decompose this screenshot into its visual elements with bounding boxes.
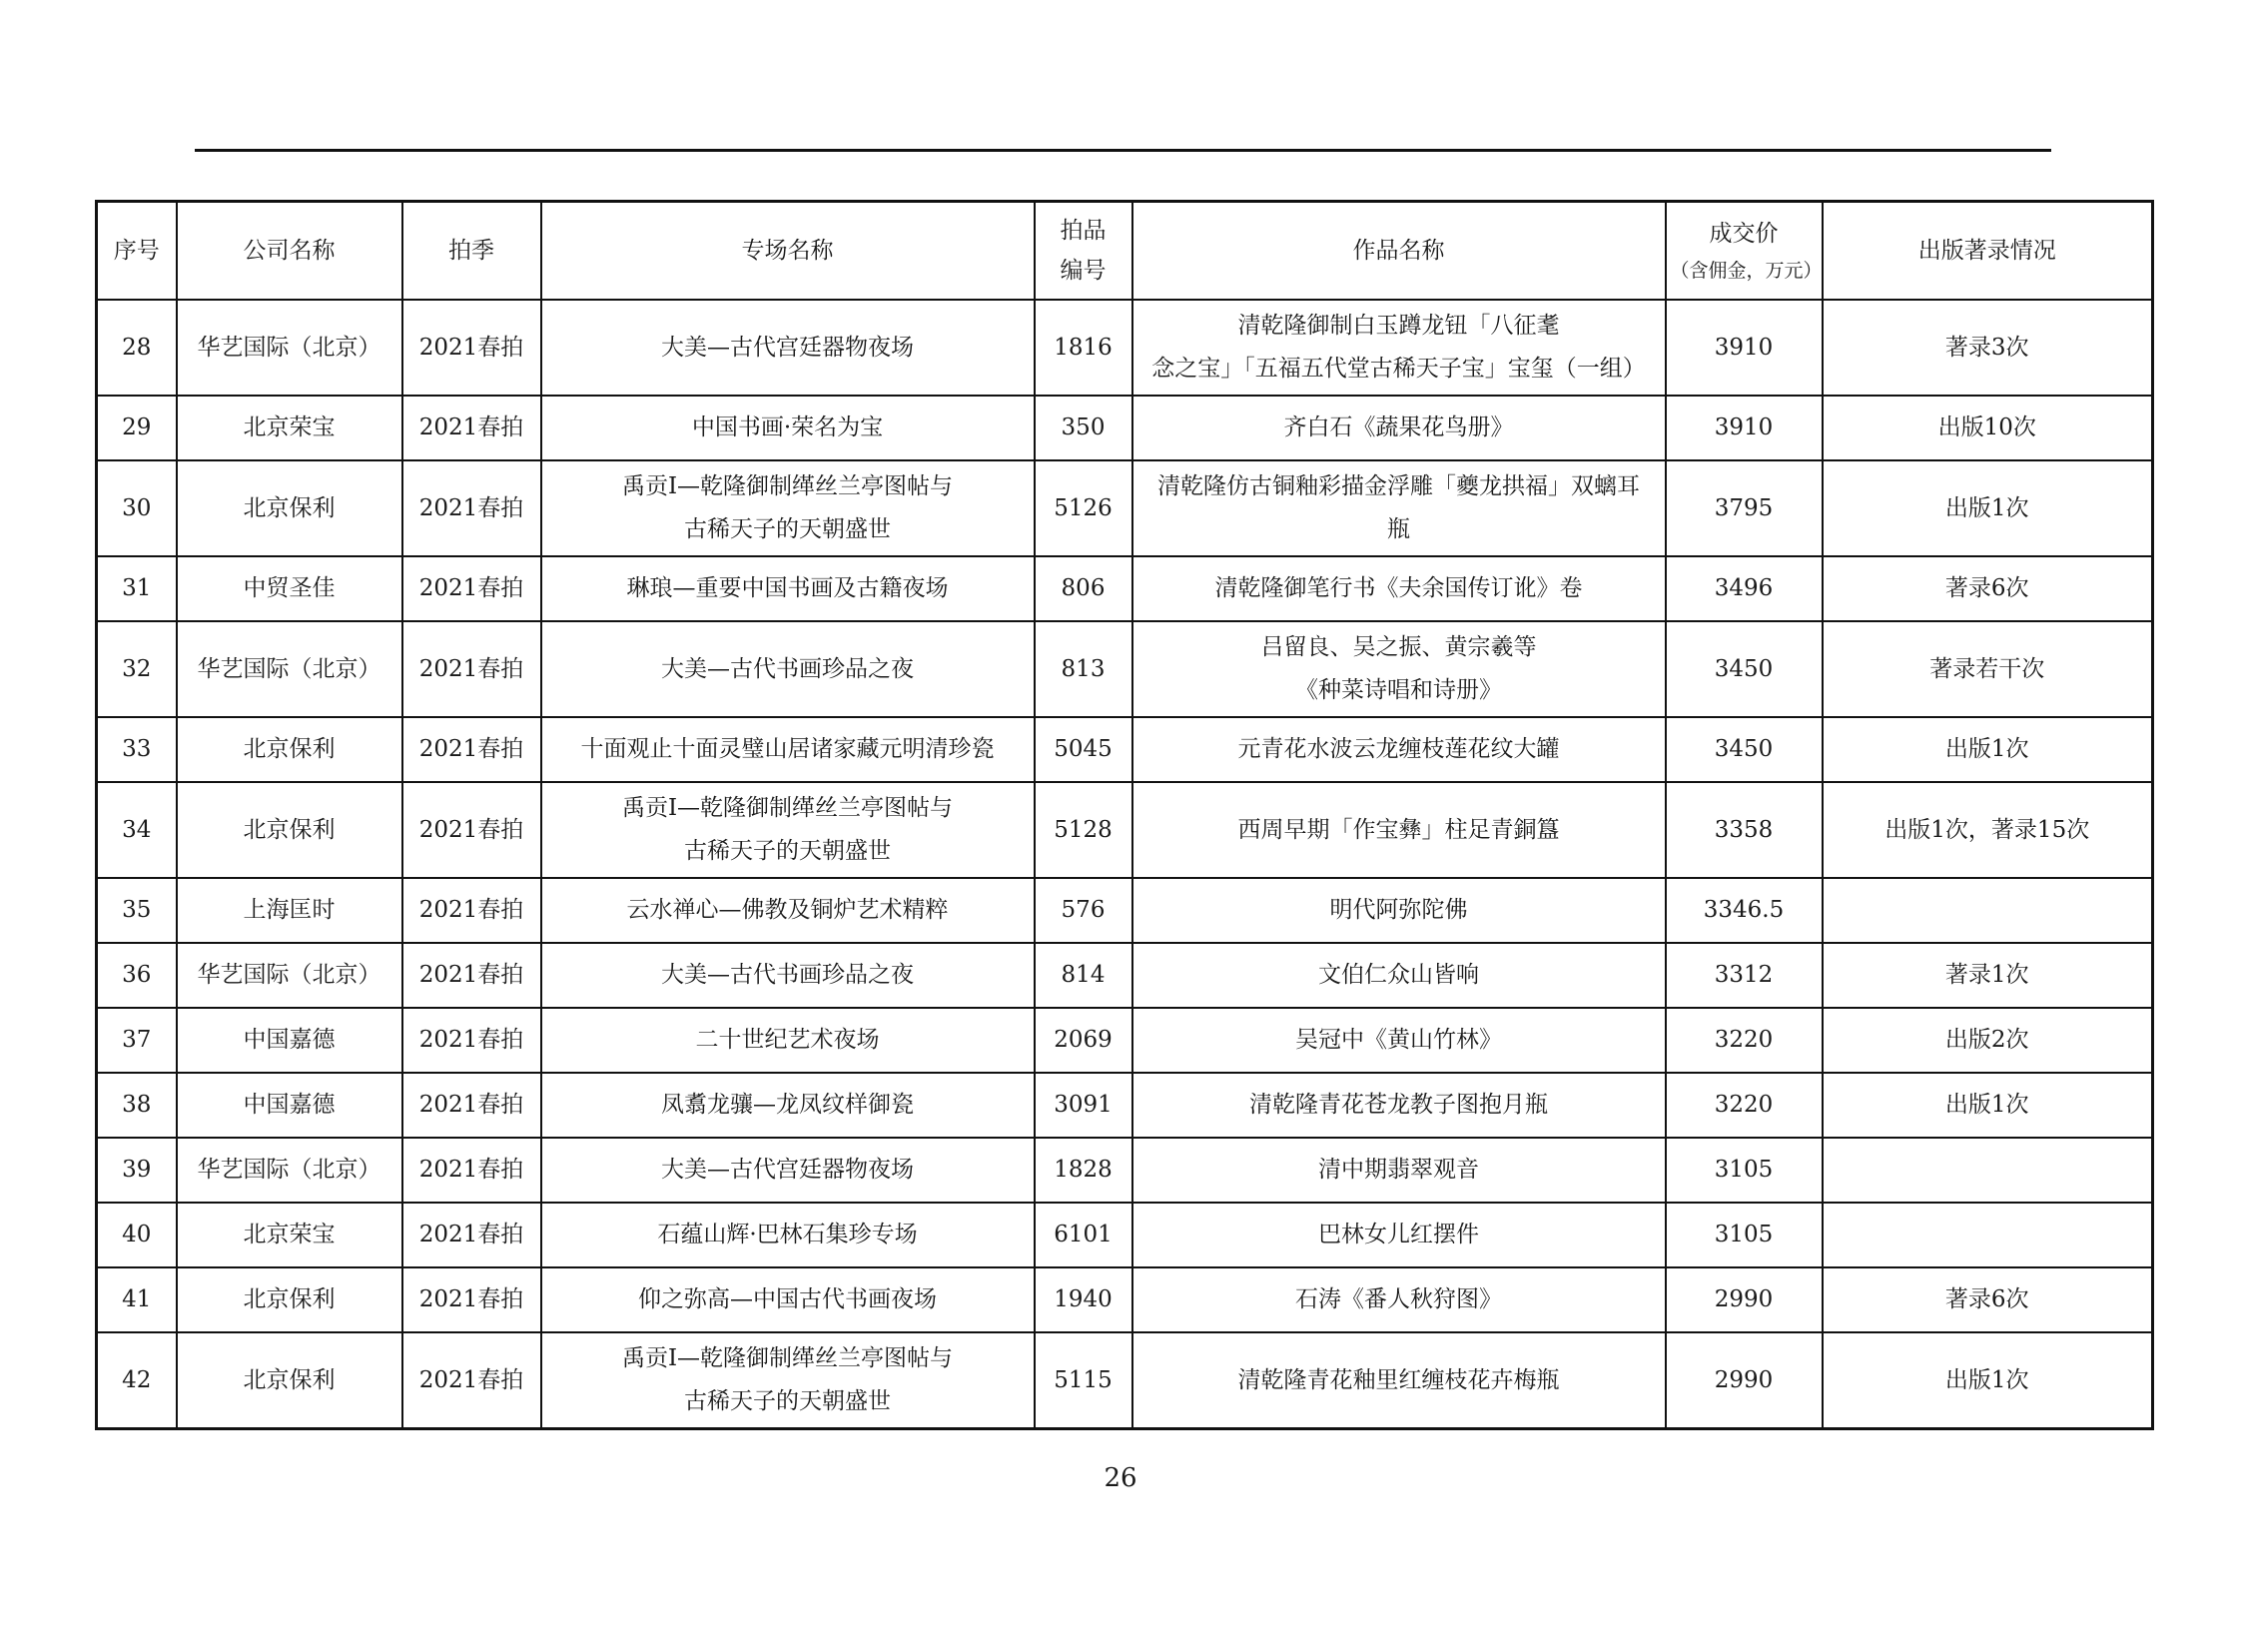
cell-season: 2021春拍	[402, 1008, 541, 1073]
cell-publication: 出版1次	[1823, 1332, 2153, 1429]
header-season: 拍季	[402, 202, 541, 301]
cell-seq: 40	[97, 1203, 177, 1267]
cell-price: 3105	[1666, 1203, 1823, 1267]
cell-publication: 著录6次	[1823, 1267, 2153, 1332]
cell-work-line: 吕留良、吴之振、黄宗羲等	[1260, 634, 1537, 660]
cell-season: 2021春拍	[402, 782, 541, 878]
cell-publication: 出版10次	[1823, 396, 2153, 460]
cell-work-line: 明代阿弥陀佛	[1329, 897, 1468, 923]
cell-session-line: 石蕴山辉·巴林石集珍专场	[657, 1222, 918, 1247]
table-header-row	[97, 202, 2153, 301]
cell-session	[541, 1008, 1035, 1073]
cell-season: 2021春拍	[402, 878, 541, 943]
cell-session-line: 大美—古代书画珍品之夜	[661, 655, 914, 682]
cell-season: 2021春拍	[402, 1203, 541, 1267]
cell-seq: 32	[97, 621, 177, 717]
cell-season: 2021春拍	[402, 1073, 541, 1138]
cell-seq: 39	[97, 1138, 177, 1203]
cell-session	[541, 1203, 1035, 1267]
cell-work-line: 巴林女儿红摆件	[1318, 1222, 1479, 1247]
cell-session-line: 大美—古代书画珍品之夜	[661, 962, 914, 988]
cell-company: 北京保利	[177, 460, 402, 556]
cell-season: 2021春拍	[402, 1267, 541, 1332]
cell-session-line: 古稀天子的天朝盛世	[684, 516, 891, 542]
cell-company: 北京荣宝	[177, 396, 402, 460]
cell-company: 华艺国际（北京）	[177, 300, 402, 396]
table-row	[97, 1138, 2153, 1203]
cell-session	[541, 1073, 1035, 1138]
cell-season: 2021春拍	[402, 300, 541, 396]
cell-work	[1132, 1138, 1666, 1203]
cell-company: 北京荣宝	[177, 1203, 402, 1267]
cell-lot: 5115	[1035, 1332, 1132, 1429]
cell-price: 3795	[1666, 460, 1823, 556]
header-publication: 出版著录情况	[1823, 202, 2153, 301]
cell-lot: 5128	[1035, 782, 1132, 878]
cell-seq: 38	[97, 1073, 177, 1138]
cell-company: 中国嘉德	[177, 1008, 402, 1073]
cell-publication: 著录3次	[1823, 300, 2153, 396]
cell-lot: 5045	[1035, 717, 1132, 782]
auction-results-table	[95, 200, 2154, 1430]
cell-seq: 28	[97, 300, 177, 396]
cell-seq: 30	[97, 460, 177, 556]
cell-season: 2021春拍	[402, 396, 541, 460]
cell-session	[541, 300, 1035, 396]
cell-lot: 814	[1035, 943, 1132, 1008]
cell-session-line: 琳琅—重要中国书画及古籍夜场	[626, 575, 949, 601]
cell-work-line: 石涛《番人秋狩图》	[1295, 1286, 1502, 1312]
cell-publication	[1823, 878, 2153, 943]
cell-work	[1132, 1073, 1666, 1138]
table-row	[97, 396, 2153, 460]
page-number: 26	[1104, 1463, 1137, 1493]
cell-price: 3910	[1666, 300, 1823, 396]
cell-lot: 576	[1035, 878, 1132, 943]
cell-season: 2021春拍	[402, 556, 541, 621]
cell-publication: 出版2次	[1823, 1008, 2153, 1073]
table-row	[97, 556, 2153, 621]
cell-company: 华艺国际（北京）	[177, 943, 402, 1008]
header-rule	[195, 149, 2051, 152]
cell-seq: 35	[97, 878, 177, 943]
cell-work	[1132, 878, 1666, 943]
cell-work	[1132, 943, 1666, 1008]
cell-session	[541, 1138, 1035, 1203]
cell-seq: 37	[97, 1008, 177, 1073]
cell-price: 2990	[1666, 1267, 1823, 1332]
cell-work	[1132, 300, 1666, 396]
cell-session	[541, 943, 1035, 1008]
cell-session	[541, 1267, 1035, 1332]
cell-session-line: 云水禅心—佛教及铜炉艺术精粹	[626, 897, 949, 923]
header-price-label: 成交价	[1709, 221, 1779, 247]
cell-work	[1132, 396, 1666, 460]
cell-lot: 5126	[1035, 460, 1132, 556]
cell-session-line: 二十世纪艺术夜场	[695, 1027, 880, 1053]
cell-company: 中贸圣佳	[177, 556, 402, 621]
cell-company: 北京保利	[177, 1332, 402, 1429]
header-company: 公司名称	[177, 202, 402, 301]
cell-session-line: 古稀天子的天朝盛世	[684, 838, 891, 864]
cell-lot: 813	[1035, 621, 1132, 717]
cell-seq: 31	[97, 556, 177, 621]
cell-lot: 350	[1035, 396, 1132, 460]
cell-seq: 36	[97, 943, 177, 1008]
cell-publication: 著录1次	[1823, 943, 2153, 1008]
header-seq: 序号	[97, 202, 177, 301]
cell-work-line: 清中期翡翠观音	[1318, 1157, 1479, 1183]
cell-session	[541, 878, 1035, 943]
cell-session	[541, 782, 1035, 878]
cell-lot: 3091	[1035, 1073, 1132, 1138]
cell-work-line: 西周早期「作宝彝」柱足青銅簋	[1237, 816, 1560, 843]
cell-session-line: 中国书画·荣名为宝	[691, 414, 884, 440]
cell-work	[1132, 1267, 1666, 1332]
cell-price: 3910	[1666, 396, 1823, 460]
cell-publication: 出版1次	[1823, 460, 2153, 556]
cell-season: 2021春拍	[402, 1332, 541, 1429]
cell-work-line: 念之宝」「五福五代堂古稀天子宝」宝玺（一组）	[1151, 356, 1646, 382]
header-lot-line1: 拍品	[1060, 218, 1107, 244]
table-row	[97, 943, 2153, 1008]
cell-lot: 6101	[1035, 1203, 1132, 1267]
table-row	[97, 1008, 2153, 1073]
cell-session-line: 凤翥龙骧—龙凤纹样御瓷	[661, 1092, 914, 1118]
cell-work-line: 清乾隆青花釉里红缠枝花卉梅瓶	[1237, 1366, 1560, 1393]
cell-work-line: 清乾隆御笔行书《夫余国传订讹》卷	[1214, 575, 1583, 601]
cell-publication: 著录若干次	[1823, 621, 2153, 717]
header-price-unit: （含佣金，万元）	[1670, 260, 1823, 282]
cell-publication: 出版1次	[1823, 717, 2153, 782]
cell-publication: 著录6次	[1823, 556, 2153, 621]
cell-work	[1132, 1008, 1666, 1073]
cell-season: 2021春拍	[402, 1138, 541, 1203]
cell-publication: 出版1次	[1823, 1073, 2153, 1138]
cell-session	[541, 621, 1035, 717]
cell-company: 北京保利	[177, 717, 402, 782]
table-row	[97, 460, 2153, 556]
cell-company: 华艺国际（北京）	[177, 621, 402, 717]
cell-seq: 29	[97, 396, 177, 460]
cell-publication	[1823, 1138, 2153, 1203]
cell-work-line: 清乾隆仿古铜釉彩描金浮雕「夔龙拱福」双螭耳	[1157, 473, 1640, 499]
table-row	[97, 717, 2153, 782]
table-body	[97, 300, 2153, 1429]
cell-lot: 1940	[1035, 1267, 1132, 1332]
cell-work-line: 《种菜诗唱和诗册》	[1295, 677, 1502, 703]
cell-company: 中国嘉德	[177, 1073, 402, 1138]
table-row	[97, 1332, 2153, 1429]
cell-session	[541, 1332, 1035, 1429]
cell-seq: 33	[97, 717, 177, 782]
cell-lot: 2069	[1035, 1008, 1132, 1073]
cell-session-line: 古稀天子的天朝盛世	[684, 1388, 891, 1414]
cell-price: 3496	[1666, 556, 1823, 621]
cell-company: 北京保利	[177, 782, 402, 878]
header-work: 作品名称	[1132, 202, 1666, 301]
cell-work	[1132, 717, 1666, 782]
cell-seq: 41	[97, 1267, 177, 1332]
cell-work	[1132, 1332, 1666, 1429]
table-row	[97, 878, 2153, 943]
cell-session	[541, 396, 1035, 460]
cell-seq: 42	[97, 1332, 177, 1429]
cell-work	[1132, 782, 1666, 878]
cell-session	[541, 556, 1035, 621]
cell-company: 华艺国际（北京）	[177, 1138, 402, 1203]
cell-work	[1132, 1203, 1666, 1267]
cell-seq: 34	[97, 782, 177, 878]
header-session: 专场名称	[541, 202, 1035, 301]
cell-work-line: 清乾隆御制白玉蹲龙钮「八征耄	[1237, 313, 1560, 339]
cell-session-line: 十面观止十面灵璧山居诸家藏元明清珍瓷	[580, 736, 995, 762]
cell-publication: 出版1次，著录15次	[1823, 782, 2153, 878]
cell-lot: 1816	[1035, 300, 1132, 396]
table-row	[97, 1267, 2153, 1332]
cell-lot: 806	[1035, 556, 1132, 621]
cell-session-line: 仰之弥高—中国古代书画夜场	[638, 1286, 937, 1312]
table-row	[97, 1203, 2153, 1267]
cell-price: 3105	[1666, 1138, 1823, 1203]
table-row	[97, 782, 2153, 878]
cell-price: 3450	[1666, 717, 1823, 782]
header-lot-line2: 编号	[1060, 258, 1107, 284]
cell-session-line: 禹贡Ⅰ—乾隆御制缂丝兰亭图帖与	[621, 473, 954, 499]
cell-season: 2021春拍	[402, 460, 541, 556]
cell-company: 北京保利	[177, 1267, 402, 1332]
cell-season: 2021春拍	[402, 621, 541, 717]
cell-price: 3220	[1666, 1008, 1823, 1073]
cell-company: 上海匡时	[177, 878, 402, 943]
cell-price: 3358	[1666, 782, 1823, 878]
cell-price: 3220	[1666, 1073, 1823, 1138]
cell-session-line: 禹贡Ⅰ—乾隆御制缂丝兰亭图帖与	[621, 1345, 954, 1371]
table-row	[97, 300, 2153, 396]
cell-session	[541, 460, 1035, 556]
cell-work-line: 元青花水波云龙缠枝莲花纹大罐	[1237, 736, 1560, 762]
cell-session-line: 大美—古代宫廷器物夜场	[661, 1157, 914, 1183]
cell-lot: 1828	[1035, 1138, 1132, 1203]
cell-price: 3450	[1666, 621, 1823, 717]
cell-work-line: 瓶	[1387, 516, 1410, 542]
cell-session-line: 大美—古代宫廷器物夜场	[661, 334, 914, 361]
cell-publication	[1823, 1203, 2153, 1267]
cell-session-line: 禹贡Ⅰ—乾隆御制缂丝兰亭图帖与	[621, 795, 954, 821]
cell-work-line: 齐白石《蔬果花鸟册》	[1283, 414, 1514, 440]
cell-season: 2021春拍	[402, 943, 541, 1008]
cell-price: 3312	[1666, 943, 1823, 1008]
table-row	[97, 1073, 2153, 1138]
cell-work-line: 清乾隆青花苍龙教子图抱月瓶	[1249, 1092, 1548, 1118]
cell-work	[1132, 621, 1666, 717]
cell-work	[1132, 556, 1666, 621]
cell-work-line: 文伯仁众山皆响	[1318, 962, 1479, 988]
cell-work	[1132, 460, 1666, 556]
header-price	[1666, 202, 1823, 301]
cell-session	[541, 717, 1035, 782]
cell-season: 2021春拍	[402, 717, 541, 782]
header-lot	[1035, 202, 1132, 301]
cell-price: 2990	[1666, 1332, 1823, 1429]
cell-work-line: 吴冠中《黄山竹林》	[1295, 1027, 1502, 1053]
table-row	[97, 621, 2153, 717]
cell-price: 3346.5	[1666, 878, 1823, 943]
